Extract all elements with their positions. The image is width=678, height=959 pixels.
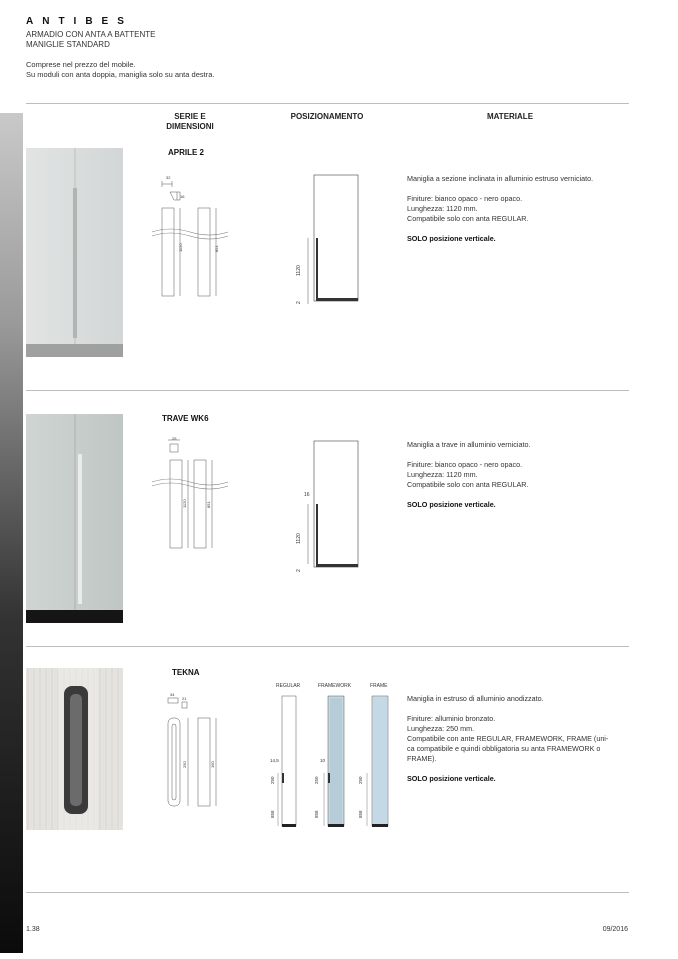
dim-framework-base: 858: [314, 810, 319, 818]
solo-text: posizione verticale.: [429, 774, 496, 783]
dim-position: 1120: [296, 533, 302, 544]
column-header-series-2: DIMENSIONI: [166, 122, 214, 131]
desc-finish: Finiture: bianco opaco - nero opaco.: [407, 194, 523, 203]
desc-line-1: Maniglia a trave in alluminio verniciato.: [407, 440, 531, 449]
dim-length: 1120: [182, 499, 187, 508]
solo-text: posizione verticale.: [429, 500, 496, 509]
header-note-2: Su moduli con anta doppia, maniglia solo su anta destra.: [26, 70, 215, 79]
desc-length: Lunghezza: 1120 mm.: [407, 470, 478, 479]
column-header-position: POSIZIONAMENTO: [290, 112, 364, 121]
product-photo-trave-wk6: [26, 414, 123, 623]
footer-date: 09/2016: [602, 926, 628, 933]
description-aprile-2: [407, 174, 629, 254]
dim-top-a: 34: [170, 692, 175, 697]
solo-text: posizione verticale.: [429, 234, 496, 243]
dim-side: 160: [210, 761, 215, 768]
label-frame: FRAME: [370, 683, 388, 689]
dim-regular-base: 858: [270, 810, 275, 818]
product-name-tekna: TEKNA: [172, 668, 200, 677]
desc-compat-3: FRAME).: [407, 754, 437, 763]
desc-compat: Compatibile solo con anta REGULAR.: [407, 214, 529, 223]
dim-top-b: 21: [182, 696, 187, 701]
side-gradient-bar: [0, 113, 23, 953]
header-subtitle-2: MANIGLIE STANDARD: [26, 40, 110, 49]
product-name-trave-wk6: TRAVE WK6: [162, 414, 209, 423]
desc-compat-1: Compatibile con ante REGULAR, FRAMEWORK, FRAME (uni-: [407, 734, 609, 743]
divider-2: [26, 646, 629, 647]
brand-title: ANTIBES: [26, 16, 133, 27]
product-photo-aprile-2: [26, 148, 123, 357]
desc-line-1: Maniglia a sezione inclinata in alluminio estruso verniciato.: [407, 174, 594, 183]
dim-top-a: 32: [166, 175, 171, 180]
dimension-drawing-aprile-2: [150, 170, 230, 300]
page-number: 1.38: [26, 926, 40, 933]
divider-top: [26, 103, 629, 104]
dim-length: 250: [182, 761, 187, 768]
desc-compat: Compatibile solo con anta REGULAR.: [407, 480, 529, 489]
dim-side: 851: [206, 501, 211, 508]
dimension-drawing-tekna: [150, 688, 230, 810]
position-drawing-tekna: [266, 678, 396, 830]
header-note-1: Comprese nel prezzo del mobile.: [26, 60, 136, 69]
desc-finish: Finiture: alluminio bronzato.: [407, 714, 496, 723]
dim-gap: 2: [296, 301, 302, 304]
column-header-series-1: SERIE E: [174, 112, 206, 121]
label-framework: FRAMEWORK: [318, 683, 352, 689]
dim-position: 1120: [296, 265, 302, 276]
desc-finish: Finiture: bianco opaco - nero opaco.: [407, 460, 523, 469]
dim-framework-h: 250: [314, 776, 319, 784]
column-header-material: MATERIALE: [486, 112, 534, 121]
dim-length: 1120: [178, 243, 183, 252]
dim-side: 851: [214, 245, 219, 252]
position-drawing-aprile-2: [288, 172, 363, 307]
dim-top-a: 25: [172, 436, 177, 441]
divider-bottom: [26, 892, 629, 893]
dim-gap: 2: [296, 569, 302, 572]
position-drawing-trave-wk6: [288, 438, 363, 573]
label-regular: REGULAR: [276, 683, 301, 689]
product-photo-tekna: [26, 668, 123, 830]
solo-label: SOLO: [407, 234, 428, 243]
desc-compat-2: ca compatibile e quindi obbligatoria su anta FRAMEWORK o: [407, 744, 601, 753]
dim-framework-offset: 10: [320, 758, 326, 763]
solo-label: SOLO: [407, 500, 428, 509]
desc-length: Lunghezza: 1120 mm.: [407, 204, 478, 213]
divider-1: [26, 390, 629, 391]
dim-regular-h: 250: [270, 776, 275, 784]
desc-length: Lunghezza: 250 mm.: [407, 724, 475, 733]
dim-frame-base: 858: [358, 810, 363, 818]
dim-offset: 16: [304, 492, 310, 498]
product-name-aprile-2: APRILE 2: [168, 148, 205, 157]
description-trave-wk6: [407, 440, 629, 520]
dimension-drawing-trave-wk6: [150, 434, 230, 554]
column-header-series: [150, 112, 230, 132]
dim-regular-offset: 14,5: [270, 758, 279, 763]
desc-line-1: Maniglia in estruso di alluminio anodizzato.: [407, 694, 544, 703]
header-subtitle-1: ARMADIO CON ANTA A BATTENTE: [26, 30, 156, 39]
description-tekna: [407, 694, 629, 794]
dim-frame-h: 250: [358, 776, 363, 784]
solo-label: SOLO: [407, 774, 428, 783]
dim-top-b: 16: [180, 194, 185, 199]
